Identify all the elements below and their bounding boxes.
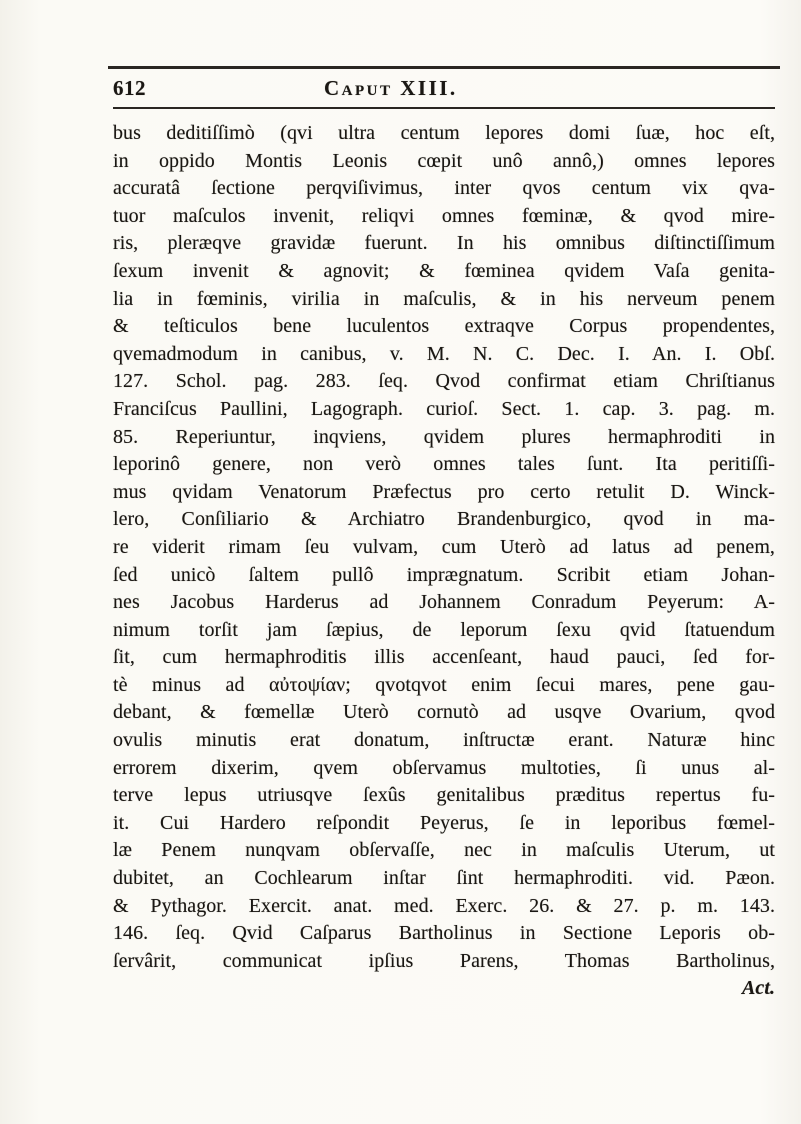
running-head: Caput XIII. (324, 76, 458, 100)
text-line: lero, Conſiliario & Archiatro Brandenburgico, qvod in ma- (113, 508, 775, 531)
text-line: 127. Schol. pag. 283. ſeq. Qvod confirmat etiam Chriſtianus (113, 370, 775, 393)
text-line: ovulis minutis erat donatum, inſtructæ erant. Naturæ hinc (113, 729, 775, 752)
text-line: it. Cui Hardero reſpondit Peyerus, ſe in leporibus fœmel- (113, 811, 775, 834)
text-line: ris, pleræqve gravidæ fuerunt. In his omnibus diſtinctiſſimum (113, 232, 775, 255)
header-rule (113, 107, 775, 109)
catchword: Act. (742, 977, 775, 1000)
page-number: 612 (113, 76, 146, 100)
text-line: 85. Reperiuntur, inqviens, qvidem plures hermaphroditi in (113, 425, 775, 448)
text-line: 146. ſeq. Qvid Caſparus Bartholinus in Sectione Leporis ob- (113, 922, 775, 945)
text-line: debant, & fœmellæ Uterò cornutò ad usqve Ovarium, qvod (113, 701, 775, 724)
text-line: tuor maſculos invenit, reliqvi omnes fœminæ, & qvod mire- (113, 204, 775, 227)
text-line: ſit, cum hermaphroditis illis accenſeant, haud pauci, ſed for- (113, 646, 775, 669)
text-line: in oppido Montis Leonis cœpit unô annô,) omnes lepores (113, 149, 775, 172)
text-line: ſed unicò ſaltem pullô imprægnatum. Scribit etiam Johan- (113, 563, 775, 586)
text-line: terve lepus utriusqve ſexûs genitalibus præditus repertus fu- (113, 784, 775, 807)
text-line: bus deditiſſimò (qvi ultra centum lepores domi ſuæ, hoc eſt, (113, 122, 775, 144)
text-line: & Pythagor. Exercit. anat. med. Exerc. 26. & 27. p. m. 143. (113, 894, 775, 917)
text-line: mus qvidam Venatorum Præfectus pro certo retulit D. Winck- (113, 480, 775, 503)
text-line: tè minus ad αὐτοψίαν; qvotqvot enim ſecui mares, pene gau- (113, 673, 775, 696)
text-line: re viderit rimam ſeu vulvam, cum Uterò ad latus ad penem, (113, 535, 775, 558)
text-line: lia in fœminis, virilia in maſculis, & in his nerveum penem (113, 287, 775, 310)
page-header (113, 76, 785, 106)
text-line: Franciſcus Paullini, Lagograph. curioſ. Sect. 1. cap. 3. pag. m. (113, 397, 775, 420)
top-rule (108, 66, 780, 69)
text-line: nimum torſit jam ſæpius, de leporum ſexu qvid ſtatuendum (113, 618, 775, 641)
text-line: nes Jacobus Harderus ad Johannem Conradum Peyerum: A- (113, 591, 775, 614)
body-text (113, 120, 775, 1003)
text-line: errorem dixerim, qvem obſervamus multoties, ſi unus al- (113, 756, 775, 779)
text-line: & teſticulos bene luculentos extraqve Corpus propendentes, (113, 315, 775, 338)
text-line: accuratâ ſectione perqviſivimus, inter qvos centum vix qva- (113, 177, 775, 200)
text-line: leporinô genere, non verò omnes tales ſunt. Ita peritiſſi- (113, 453, 775, 476)
text-line: ſervârit, communicat ipſius Parens, Thomas Bartholinus, (113, 949, 775, 972)
text-line: læ Penem nunqvam obſervaſſe, nec in maſculis Uterum, ut (113, 839, 775, 862)
text-line: ſexum invenit & agnovit; & fœminea qvidem Vaſa genita- (113, 259, 775, 282)
text-line: qvemadmodum in canibus, v. M. N. C. Dec. I. An. I. Obſ. (113, 342, 775, 365)
text-line: dubitet, an Cochlearum inſtar ſint hermaphroditi. vid. Pæon. (113, 867, 775, 890)
